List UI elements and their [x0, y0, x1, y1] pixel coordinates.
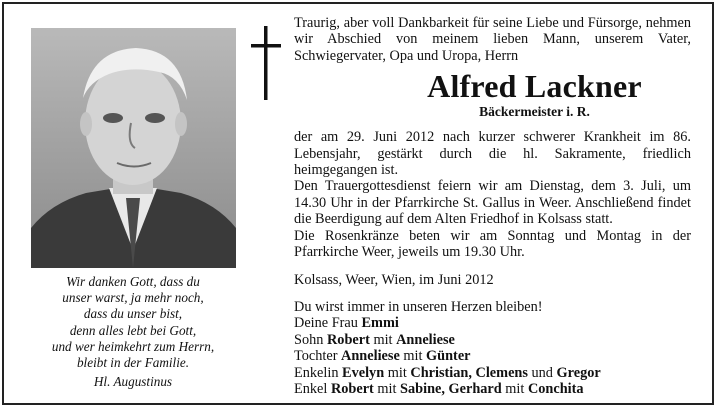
verse	[24, 274, 242, 390]
family-name: Conchita	[527, 380, 584, 397]
family-relation: Enkel	[294, 380, 331, 397]
family-conjunction: mit	[369, 331, 397, 348]
family-name: Robert	[326, 331, 370, 348]
verse-line: dass du unser bist,	[83, 306, 183, 322]
family-granddaughter	[294, 365, 691, 381]
family-son	[294, 332, 691, 348]
family-conjunction: mit	[399, 348, 427, 365]
family-relation: Sohn	[294, 331, 327, 348]
family-conjunction: mit	[373, 380, 401, 397]
verse-line: unser warst, ja mehr noch,	[62, 290, 204, 306]
closing-line: Du wirst immer in unseren Herzen bleiben!	[294, 298, 543, 315]
verse-line: bleibt in der Familie.	[76, 355, 190, 371]
family-name: Sabine, Gerhard	[400, 380, 502, 397]
family-grandson	[294, 381, 691, 397]
family-name: Anneliese	[341, 348, 400, 365]
place-date: Kolsass, Weer, Wien, im Juni 2012	[294, 272, 494, 289]
verse-line: Wir danken Gott, dass du	[66, 274, 200, 289]
family-relation: Deine Frau	[294, 315, 362, 332]
family-name: Anneliese	[396, 331, 455, 348]
family-name: Emmi	[361, 315, 399, 332]
death-text: der am 29. Juni 2012 nach kurzer schwerer Krankheit im 86. Lebensjahr, gestärkt durch die hl. Sakramente, friedlich heimgegangen ist.	[294, 129, 691, 179]
verse-author: Hl. Augustinus	[93, 374, 173, 390]
intro-text: Traurig, aber voll Dankbarkeit für seine Liebe und Fürsorge, nehmen wir Abschied von meinem lieben Mann, unserem Vater, Schwiegervater, Opa und Uropa, Herrn	[294, 15, 691, 64]
family-relation: Tochter	[294, 348, 342, 365]
family-name: Robert	[330, 380, 374, 397]
family-conjunction: mit	[501, 380, 528, 397]
verse-line: und wer heimkehrt zum Herrn,	[51, 338, 215, 354]
deceased-name: Alfred Lackner	[427, 68, 642, 105]
rosary-text: Die Rosenkränze beten wir am Sonntag und Montag in der Pfarrkirche Weer, jeweils um 19.30 Uhr.	[294, 227, 691, 261]
portrait-photo	[31, 28, 236, 268]
service-text: Den Trauergottesdienst feiern wir am Dienstag, dem 3. Juli, um 14.30 Uhr in der Pfarrkirche St. Gallus in Weer. Anschließend findet die Beerdigung auf dem Alten Friedhof in Kolsass statt.	[294, 178, 691, 228]
family-relation: Enkelin	[294, 364, 343, 381]
family-name: Günter	[426, 348, 471, 365]
family-name: Evelyn	[342, 364, 385, 381]
portrait-image	[31, 28, 236, 268]
notice-text	[294, 15, 691, 397]
family-list	[294, 315, 691, 397]
family-wife	[294, 315, 691, 331]
family-conjunction: und	[527, 364, 557, 381]
family-conjunction: mit	[384, 364, 411, 381]
cross-icon	[251, 26, 281, 100]
family-name: Christian, Clemens	[410, 364, 528, 381]
family-name: Gregor	[556, 364, 601, 381]
verse-line: denn alles lebt bei Gott,	[69, 322, 197, 338]
family-daughter	[294, 348, 691, 364]
occupation: Bäckermeister i. R.	[479, 104, 590, 120]
